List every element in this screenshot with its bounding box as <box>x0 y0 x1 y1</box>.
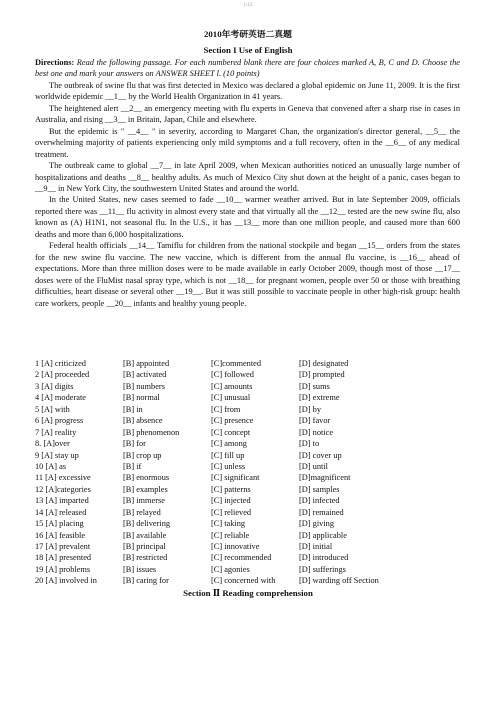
option-row <box>35 541 465 552</box>
paragraph: The outbreak of swine flu that was first detected in Mexico was declared a global epidemic on June 11, 2009. It is the first worldwide epidemic __1__ by the World Health Organization in 41 years. <box>35 80 460 102</box>
option-choice: [D] prompted <box>299 370 345 380</box>
option-choice: [D] cover up <box>299 450 342 460</box>
option-choice: [B] for <box>123 439 146 449</box>
option-choice: [D] designated <box>299 359 349 368</box>
option-row <box>35 564 465 575</box>
option-choice: [D]magnificent <box>299 473 351 483</box>
option-choice: [D] to <box>299 439 320 449</box>
option-choice: [C] agonies <box>211 564 250 574</box>
option-choice: [D] extreme <box>299 393 340 403</box>
option-choice: 4 [A] moderate <box>35 393 86 403</box>
option-row <box>35 415 465 426</box>
option-choice: [C] followed <box>211 370 254 380</box>
option-choice: 2 [A] proceeded <box>35 370 90 380</box>
option-choice: [C] fill up <box>211 450 245 460</box>
option-choice: [C] reliable <box>211 530 250 540</box>
option-row <box>35 484 465 495</box>
option-row <box>35 507 465 518</box>
option-choice: [B] caring for <box>123 576 169 586</box>
option-choice: [D] warding off Section <box>299 576 379 586</box>
option-row <box>35 392 465 403</box>
option-choice: [B] examples <box>123 484 168 494</box>
option-row <box>35 495 465 506</box>
option-choice: 16 [A] feasible <box>35 530 86 540</box>
option-choice: [C] concerned with <box>211 576 276 586</box>
option-row <box>35 427 465 438</box>
option-choice: [D] sums <box>299 381 330 391</box>
option-choice: [B] relayed <box>123 507 161 517</box>
option-choice: [B] phenomenon <box>123 427 180 437</box>
option-choice: [B] in <box>123 404 143 414</box>
section-2-title: Section Ⅱ Reading comprehension <box>183 588 313 598</box>
option-choice: [D] initial <box>299 542 333 551</box>
option-choice: [D] by <box>299 404 322 414</box>
option-row <box>35 530 465 541</box>
option-row <box>35 369 465 380</box>
option-choice: [B] enormous <box>123 473 170 483</box>
option-choice: 7 [A] reality <box>35 427 77 437</box>
option-row <box>35 472 465 483</box>
option-choice: 8. [A]over <box>35 439 70 449</box>
option-row <box>35 552 465 563</box>
option-row <box>35 461 465 472</box>
paragraph: In the United States, new cases seemed to fade __10__ warmer weather arrived. But in late September 2009, officials reported there was __11__ flu activity in almost every state and that virtually all the __12__ tested are the new swine flu, also known as (A) H1N1, not seasonal flu. In the U.S., it has __13__ more than one million people, and caused more than 600 deaths and more than 6,000 hospitalizations. <box>35 195 460 239</box>
option-choice: [D] until <box>299 461 328 471</box>
option-row <box>35 381 465 392</box>
option-choice: [B] crop up <box>123 450 162 460</box>
option-choice: [B] numbers <box>123 381 165 391</box>
option-choice: [B] issues <box>123 564 157 574</box>
option-choice: 12 [A]categories <box>35 484 91 494</box>
passage <box>35 57 460 309</box>
option-choice: [B] normal <box>123 393 160 403</box>
paragraph: Federal health officials __14__ Tamiflu for children from the national stockpile and began __15__ orders from the states for the new swine flu vaccine. The new vaccine, which is different from the annual flu vaccine, is __16__ ahead of expectations. More than three million doses were to be made available in early October 2009, though most of those __17__ doses were of the FluMist nasal spray type, which is not __18__ for pregnant women, people over 50 or those with breathing difficulties, heart disease or several other __19__. But it was still possible to vaccinate people in other high-risk group: health care workers, people __20__ infants and healthy young people. <box>35 241 460 308</box>
option-choice: [B] immerse <box>123 496 165 506</box>
option-choice: [C] patterns <box>211 484 251 494</box>
option-choice: [C] relieved <box>211 507 252 517</box>
option-choice: [C] innovative <box>211 542 260 551</box>
option-row <box>35 518 465 529</box>
options-list <box>35 358 465 587</box>
option-choice: [D] notice <box>299 427 334 437</box>
option-choice: [C] taking <box>211 519 246 529</box>
option-choice: [D] remained <box>299 507 344 517</box>
directions-text: Read the following passage. For each numbered blank there are four choices marked A, B, C and D. Choose the best one and mark your answers on ANSWER SHEET l. (10 points) <box>35 58 460 79</box>
option-choice: [D] giving <box>299 519 334 529</box>
option-choice: 1 [A] criticized <box>35 359 86 368</box>
option-choice: [C] unless <box>211 461 246 471</box>
option-choice: [C] presence <box>211 416 254 426</box>
option-choice: [C] unusual <box>211 393 251 403</box>
option-row <box>35 438 465 449</box>
option-choice: [C] amounts <box>211 381 253 391</box>
option-choice: [B] restricted <box>123 553 168 563</box>
option-choice: 10 [A] as <box>35 461 67 471</box>
option-choice: [B] activated <box>123 370 167 380</box>
option-row <box>35 450 465 461</box>
option-choice: [B] available <box>123 530 167 540</box>
option-choice: 20 [A] involved in <box>35 576 97 586</box>
option-choice: 13 [A] imparted <box>35 496 89 506</box>
option-row <box>35 404 465 415</box>
paragraph: The outbreak came to global __7__ in late April 2009, when Mexican authorities noticed an unusually large number of hospitalizations and deaths __8__ healthy adults. As much of Mexico City shut down at the height of a panic, cases began to __9__ in New York City, the southwestern United States and around the world. <box>35 161 460 193</box>
option-choice: 5 [A] with <box>35 404 70 414</box>
option-row <box>35 575 465 586</box>
option-choice: [B] principal <box>123 542 166 551</box>
option-choice: [C] among <box>211 439 247 449</box>
option-choice: [B] delivering <box>123 519 171 529</box>
option-choice: [B] appointed <box>123 359 170 368</box>
paragraph: But the epidemic is " __4__ " in severity, according to Margaret Chan, the organization's director general, __5__ the overwhelming majority of patients experiencing only mild symptoms and a full recovery, often in the __6__ of any medical treatment. <box>35 126 460 159</box>
option-choice: 15 [A] placing <box>35 519 84 529</box>
option-choice: [B] if <box>123 461 142 471</box>
page-header: 1/15 <box>243 3 253 8</box>
directions <box>35 57 460 80</box>
directions-label: Directions: <box>35 58 75 67</box>
option-choice: [D] favor <box>299 416 331 426</box>
option-choice: [C] significant <box>211 473 260 483</box>
option-choice: [C]commented <box>211 359 262 368</box>
option-choice: 9 [A] stay up <box>35 450 79 460</box>
option-choice: [B] absence <box>123 416 163 426</box>
option-choice: 14 [A] released <box>35 507 87 517</box>
option-choice: 6 [A] progress <box>35 416 84 426</box>
option-choice: [D] applicable <box>299 530 347 540</box>
paragraph: The heightened alert __2__ an emergency meeting with flu experts in Geneva that convened after a sharp rise in cases in Australia, and rising __3__ in Britain, Japan, Chile and elsewhere. <box>35 103 460 125</box>
option-choice: [C] recommended <box>211 553 272 563</box>
option-choice: 11 [A] excessive <box>35 473 91 483</box>
option-choice: [D] sufferings <box>299 564 346 574</box>
option-choice: [D] infected <box>299 496 340 506</box>
option-choice: [D] samples <box>299 484 340 494</box>
document-title: 2010年考研英语二真题 <box>204 29 292 39</box>
option-row <box>35 358 465 369</box>
option-choice: [C] concept <box>211 427 251 437</box>
option-choice: [C] injected <box>211 496 251 506</box>
option-choice: 18 [A] presented <box>35 553 92 563</box>
section-1-title: Section I Use of English <box>203 45 293 55</box>
option-choice: 3 [A] digits <box>35 381 74 391</box>
option-choice: 17 [A] prevalent <box>35 542 91 551</box>
option-choice: [C] from <box>211 404 241 414</box>
option-choice: 19 [A] problems <box>35 564 91 574</box>
option-choice: [D] introduced <box>299 553 349 563</box>
